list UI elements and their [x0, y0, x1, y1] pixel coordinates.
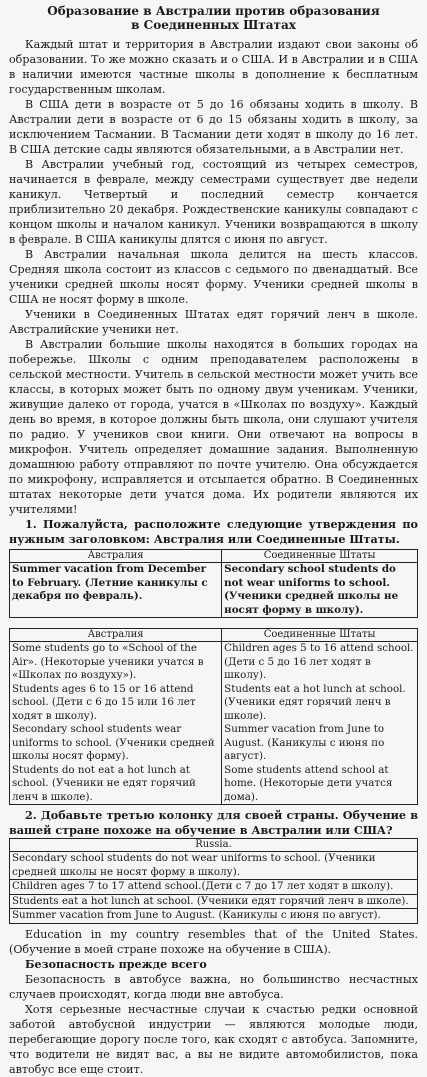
paragraph-5: Ученики в Соединенных Штатах едят горячий ленч в школе. Австралийские ученики нет.: [9, 308, 418, 336]
paragraph-4: В Австралии начальная школа делится на шесть классов. Средняя школа состоит из классов с седьмого по двенадцатый. Все ученики средней школы носят форму. Ученики средней школы в США не носят форму в школе.: [9, 248, 418, 306]
list-item: Students eat a hot lunch at school. (Ученики едят горячий ленч в школе).: [224, 682, 406, 722]
list-item: Secondary school students wear uniforms to school. (Ученики средней школы носят форму).: [12, 723, 215, 762]
section-heading: Безопасность прежде всего: [25, 957, 207, 971]
table-row: Students eat a hot lunch at school. (Ученики едят горячий ленч в школе).: [10, 894, 418, 909]
paragraph-2: В США дети в возрасте от 5 до 16 обязаны ходить в школу. В Австралии дети в возрасте от 6 до 15 обязаны ходить в школу, за исключением Тасмании. В Тасмании дети ходят в школу до 16 лет. В США детские сады являются обязательными, а в Австралии нет.: [9, 98, 418, 156]
russia-table: [9, 838, 418, 924]
paragraph-3: В Австралии учебный год, состоящий из четырех семестров, начинается в феврале, между семестрами существует две недели каникул. Четвертый и последний семестр кончается приблизительно 20 декабря. Рождественские каникулы совпадают с концом школы и началом каникул. Ученики возвращаются в школу в феврале. В США каникулы длятся с июня по август.: [9, 158, 418, 246]
table-row: Secondary school students do not wear uniforms to school. (Ученики средней школы не носят форму в школу).: [10, 852, 418, 880]
safety-paragraph-1: Безопасность в автобусе важна, но большинство несчастных случаев происходят, когда люди вне автобуса.: [9, 972, 418, 1001]
comparison-table: [9, 628, 418, 805]
comparison-column-usa: [222, 642, 418, 805]
paragraph-6: В Австралии большие школы находятся в больших городах на побережье. Школы с одним преподавателем расположены в сельской местности. Учитель в сельской местности может учить все классы, в которых может быть по одному двум ученикам. Ученики, живущие далеко от города, учатся в «Школах по воздуху». Каждый день во время, в которое должны быть школа, они слушают учителя по радио. У учеников свои книги. Они отвечают на вопросы в микрофон. Учитель определяет домашние задания. Выполненную домашнюю работу отправляют по почте учителю. Она обсуждается по микрофону, исправляется и отсылается обратно. В Соединенных штатах некоторые дети учатся дома. Их родители являются их учителями!: [9, 338, 418, 516]
example-cell-usa: Secondary school students do not wear uniforms to school. (Ученики средней школы не носят форму в школу).: [222, 563, 418, 618]
comparison-column-australia: [10, 642, 222, 805]
list-item: Children ages 5 to 16 attend school. (Дети с 5 до 16 лет ходят в школу).: [224, 642, 414, 681]
table-row: Children ages 7 to 17 attend school.(Дети с 7 до 17 лет ходят в школу).: [10, 880, 418, 895]
example-header-australia: Австралия: [10, 550, 222, 563]
task-2: 2. Добавьте третью колонку для своей страны. Обучение в вашей стране похоже на обучение в Австралии или США?: [9, 808, 418, 837]
list-item: Some students attend school at home. (Некоторые дети учатся дома).: [224, 763, 393, 803]
example-table: [9, 549, 418, 618]
comparison-header-usa: Соединенные Штаты: [222, 629, 418, 642]
list-item: Summer vacation from June to August. (Каникулы с июня по август).: [224, 723, 385, 762]
document-title: [9, 4, 418, 32]
safety-paragraph-2: Хотя серьезные несчастные случаи к счастью редки основной заботой автобусной индустрии — являются молодые люди, перебегающие дорогу после того, как сходят с автобуса. Запомните, что водители не видят вас, а вы не видите автомобилистов, пока автобус все еще стоит.: [9, 1002, 418, 1076]
example-header-usa: Соединенные Штаты: [222, 550, 418, 563]
list-item: Some students go to «School of the Air». (Некоторые ученики учатся в «Школах по воздуху»).: [12, 642, 204, 681]
title-line-1: Образование в Австралии против образования: [47, 4, 380, 18]
list-item: Students ages 6 to 15 or 16 attend school. (Дети с 6 до 15 или 16 лет ходят в школу).: [12, 682, 196, 722]
table-row: Summer vacation from June to August. (Каникулы с июня по август).: [10, 909, 418, 924]
russia-header: Russia.: [10, 839, 418, 852]
answer-paragraph: Education in my country resembles that of the United States. (Обучение в моей стране похоже на обучение в США).: [9, 927, 418, 956]
example-cell-australia: Summer vacation from December to February. (Летние каникулы с декабря по февраль).: [10, 563, 222, 618]
task-1: 1. Пожалуйста, расположите следующие утверждения по нужным заголовком: Австралия или Соединенные Штаты.: [9, 517, 418, 546]
comparison-header-australia: Австралия: [10, 629, 222, 642]
paragraph-1: Каждый штат и территория в Австралии издают свои законы об образовании. То же можно сказать и о США. И в Австралии и в США в наличии имеются частные школы в дополнение к бесплатным государственным школам.: [9, 38, 418, 96]
title-line-2: в Соединенных Штатах: [131, 18, 296, 32]
list-item: Students do not eat a hot lunch at school. (Ученики не едят горячий ленч в школе).: [12, 763, 196, 803]
